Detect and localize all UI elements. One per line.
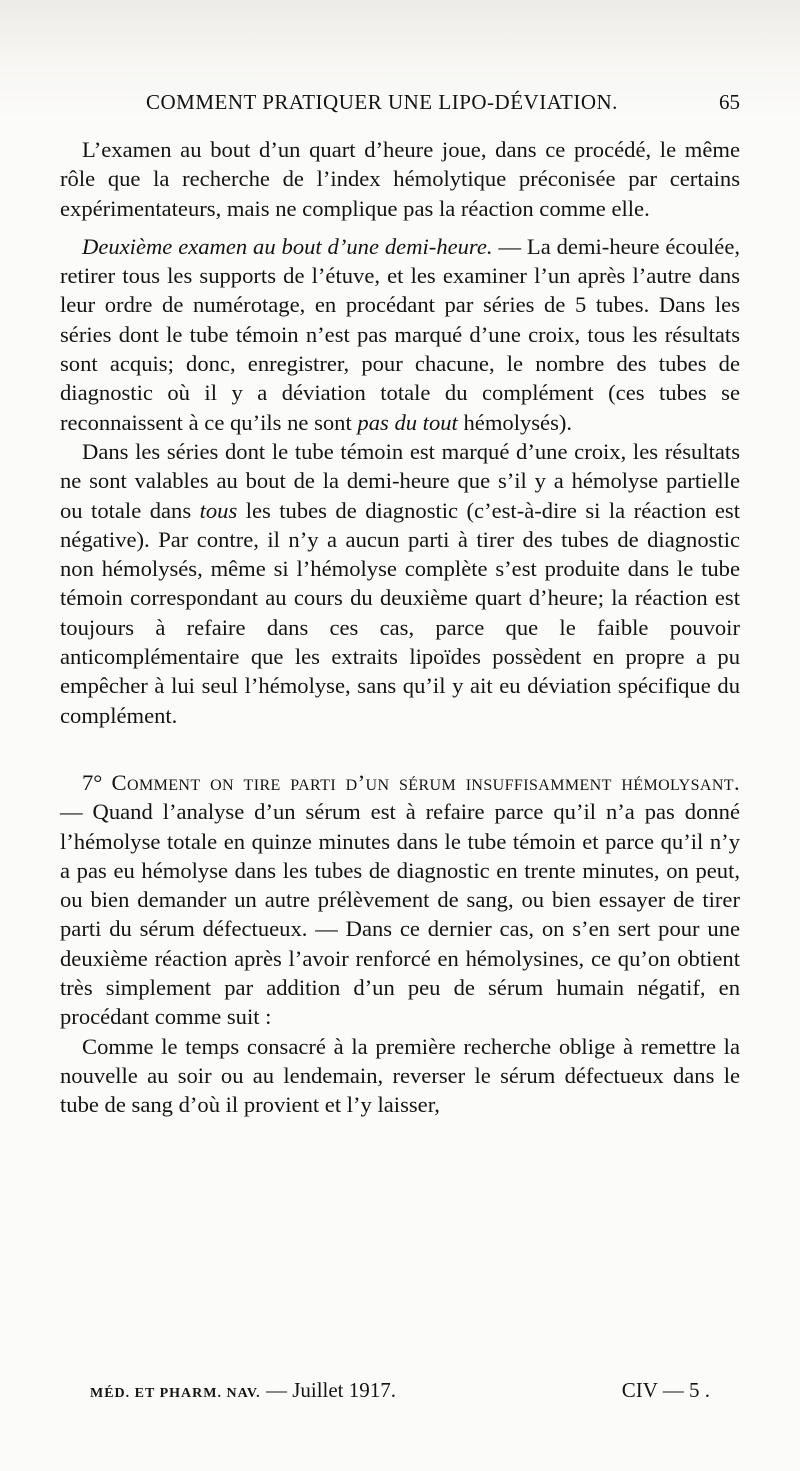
running-title: COMMENT PRATIQUER UNE LIPO-DÉVIATION. xyxy=(146,90,618,114)
journal-name: MÉD. ET PHARM. NAV. xyxy=(90,1386,261,1401)
paragraph-text: Dans les séries dont le tube témoin est marqué d’une croix, les résultats ne sont valables au bout de la demi-heure que s’il y a hémolyse partielle ou totale dans xyxy=(60,438,740,523)
section-heading: Comment on tire parti d’un sérum insuffisamment hémolysant. xyxy=(111,769,740,795)
page-footer xyxy=(90,1378,710,1410)
paragraph-comme-le-temps xyxy=(60,1032,740,1120)
emphasis-text: tous xyxy=(199,497,238,523)
page-number: 65 xyxy=(719,90,740,114)
paragraph-text: Comme le temps consacré à la première recherche oblige à remettre la nouvelle au soir ou au lendemain, reverser le sérum défectueux dans le tube de sang d’où il provient et l’y laisser, xyxy=(60,1033,740,1118)
paragraph-heading: Deuxième examen au bout d’une demi-heure. xyxy=(82,233,493,259)
paragraph-text: L’examen au bout d’un quart d’heure joue, dans ce procédé, le même rôle que la recherche de l’index hémolytique préconisée par certains expérimentateurs, mais ne complique pas la réaction comme elle. xyxy=(60,137,740,221)
paragraph-text-end: hémolysés). xyxy=(457,409,573,435)
page-header xyxy=(60,90,740,124)
paragraph-text: — La demi-heure écoulée, retirer tous les supports de l’étuve, et les examiner l’un après l’autre dans leur ordre de numérotage, en procédant par séries de 5 tubes. Dans les séries dont le tube témoin n’est pas marqué d’une croix, tous les résultats sont acquis; donc, enregistrer, pour chacune, le nombre des tubes de diagnostic où il y a déviation totale du complément (ces tubes se reconnaissent à ce qu’ils ne sont xyxy=(60,233,740,435)
journal-date: — Juillet 1917. xyxy=(260,1378,397,1402)
emphasis-text: pas du tout xyxy=(357,409,458,435)
section-number: 7° xyxy=(82,769,112,795)
paragraph-series-croix xyxy=(60,437,740,730)
journal-citation xyxy=(90,1378,396,1403)
paragraph-deuxieme-examen xyxy=(60,232,740,437)
paragraph-text: — Quand l’analyse d’un sérum est à refaire parce qu’il n’a pas donné l’hémolyse totale en quinze minutes dans le tube témoin et parce qu’il n’y a pas eu hémolyse dans les tubes de diagnostic en trente minutes, on peut, ou bien demander un autre prélèvement de sang, ou bien essayer de tirer parti du sérum défectueux. — Dans ce dernier cas, on s’en sert pour une deuxième réaction après l’avoir renforcé en hémolysines, ce qu’on obtient très simplement par addition d’un peu de sérum humain négatif, en procédant comme suit : xyxy=(60,799,740,1030)
paragraph-index-hemolytique xyxy=(60,135,740,223)
body-text xyxy=(60,135,740,1120)
section-7 xyxy=(60,768,740,1032)
signature-mark: CIV — 5 . xyxy=(621,1378,710,1402)
paragraph-text-end: les tubes de diagnostic (c’est-à-dire si la réaction est négative). Par contre, il n’y a aucun parti à tirer des tubes de diagnostic non hémolysés, même si l’hémolyse complète s’est produite dans le tube témoin correspondant au cours du deuxième quart d’heure; la réaction est toujours à refaire dans ces cas, parce que le faible pouvoir anticomplémentaire que les extraits lipoïdes possèdent en propre a pu empêcher à lui seul l’hémolyse, sans qu’il y ait eu déviation spécifique du complément. xyxy=(60,497,740,728)
